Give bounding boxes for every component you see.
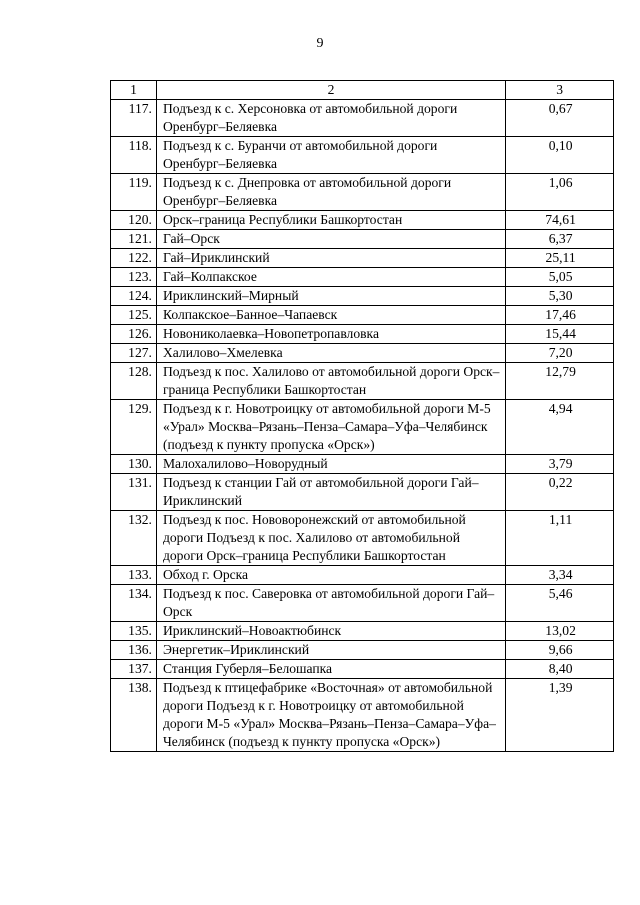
table-row [111,249,614,268]
roads-table [110,80,614,752]
road-name: Обход г. Орска [156,566,505,585]
road-name: Гай–Орск [156,230,505,249]
road-length: 8,40 [506,660,614,679]
row-number: 119. [111,174,157,211]
road-name: Подъезд к станции Гай от автомобильной дороги Гай–Ириклинский [156,474,505,511]
road-length: 1,39 [506,679,614,752]
road-name: Ириклинский–Новоактюбинск [156,622,505,641]
road-length: 0,22 [506,474,614,511]
road-length: 74,61 [506,211,614,230]
road-length: 5,05 [506,268,614,287]
road-name: Колпакское–Банное–Чапаевск [156,306,505,325]
table-row [111,363,614,400]
table-row [111,211,614,230]
row-number: 117. [111,100,157,137]
row-number: 127. [111,344,157,363]
road-name: Подъезд к пос. Нововоронежский от автомобильной дороги Подъезд к пос. Халилово от автомобильной дороги Орск–граница Республики Башкортостан [156,511,505,566]
table-header-row [111,81,614,100]
table-row [111,566,614,585]
table-row [111,325,614,344]
row-number: 120. [111,211,157,230]
column-header-number: 1 [111,81,157,100]
road-name: Малохалилово–Новорудный [156,455,505,474]
road-name: Подъезд к г. Новотроицку от автомобильной дороги М-5 «Урал» Москва–Рязань–Пенза–Самара–Уфа–Челябинск (подъезд к пункту пропуска «Орск») [156,400,505,455]
row-number: 124. [111,287,157,306]
road-name: Подъезд к пос. Халилово от автомобильной дороги Орск–граница Республики Башкортостан [156,363,505,400]
table-row [111,679,614,752]
row-number: 135. [111,622,157,641]
road-length: 0,67 [506,100,614,137]
row-number: 137. [111,660,157,679]
row-number: 128. [111,363,157,400]
road-name: Подъезд к птицефабрике «Восточная» от автомобильной дороги Подъезд к г. Новотроицку от автомобильной дороги М-5 «Урал» Москва–Рязань–Пенза–Самара–Уфа–Челябинск (подъезд к пункту пропуска «Орск») [156,679,505,752]
table-row [111,268,614,287]
table-row [111,100,614,137]
road-length: 5,30 [506,287,614,306]
road-length: 6,37 [506,230,614,249]
table-row [111,174,614,211]
column-header-name: 2 [156,81,505,100]
road-length: 1,11 [506,511,614,566]
row-number: 125. [111,306,157,325]
road-length: 15,44 [506,325,614,344]
road-name: Ириклинский–Мирный [156,287,505,306]
road-name: Подъезд к с. Днепровка от автомобильной дороги Оренбург–Беляевка [156,174,505,211]
table-row [111,306,614,325]
table-row [111,455,614,474]
row-number: 129. [111,400,157,455]
road-length: 3,34 [506,566,614,585]
table-row [111,137,614,174]
row-number: 131. [111,474,157,511]
road-length: 12,79 [506,363,614,400]
road-length: 25,11 [506,249,614,268]
row-number: 121. [111,230,157,249]
road-name: Станция Губерля–Белошапка [156,660,505,679]
road-name: Подъезд к пос. Саверовка от автомобильной дороги Гай–Орск [156,585,505,622]
row-number: 134. [111,585,157,622]
road-length: 5,46 [506,585,614,622]
road-length: 17,46 [506,306,614,325]
road-length: 4,94 [506,400,614,455]
row-number: 126. [111,325,157,344]
road-name: Халилово–Хмелевка [156,344,505,363]
table-row [111,511,614,566]
road-length: 3,79 [506,455,614,474]
road-name: Орск–граница Республики Башкортостан [156,211,505,230]
road-name: Гай–Ириклинский [156,249,505,268]
road-length: 9,66 [506,641,614,660]
road-length: 7,20 [506,344,614,363]
table-row [111,287,614,306]
table-row [111,622,614,641]
road-name: Гай–Колпакское [156,268,505,287]
road-name: Подъезд к с. Буранчи от автомобильной дороги Оренбург–Беляевка [156,137,505,174]
table-row [111,641,614,660]
road-name: Подъезд к с. Херсоновка от автомобильной дороги Оренбург–Беляевка [156,100,505,137]
row-number: 133. [111,566,157,585]
row-number: 122. [111,249,157,268]
row-number: 132. [111,511,157,566]
page-number: 9 [316,36,324,51]
row-number: 130. [111,455,157,474]
row-number: 136. [111,641,157,660]
column-header-length: 3 [506,81,614,100]
road-length: 13,02 [506,622,614,641]
table-row [111,230,614,249]
road-length: 1,06 [506,174,614,211]
road-name: Энергетик–Ириклинский [156,641,505,660]
table-row [111,344,614,363]
table-row [111,585,614,622]
road-length: 0,10 [506,137,614,174]
table-row [111,660,614,679]
table-row [111,474,614,511]
row-number: 118. [111,137,157,174]
row-number: 123. [111,268,157,287]
table-row [111,400,614,455]
row-number: 138. [111,679,157,752]
road-name: Новониколаевка–Новопетропавловка [156,325,505,344]
